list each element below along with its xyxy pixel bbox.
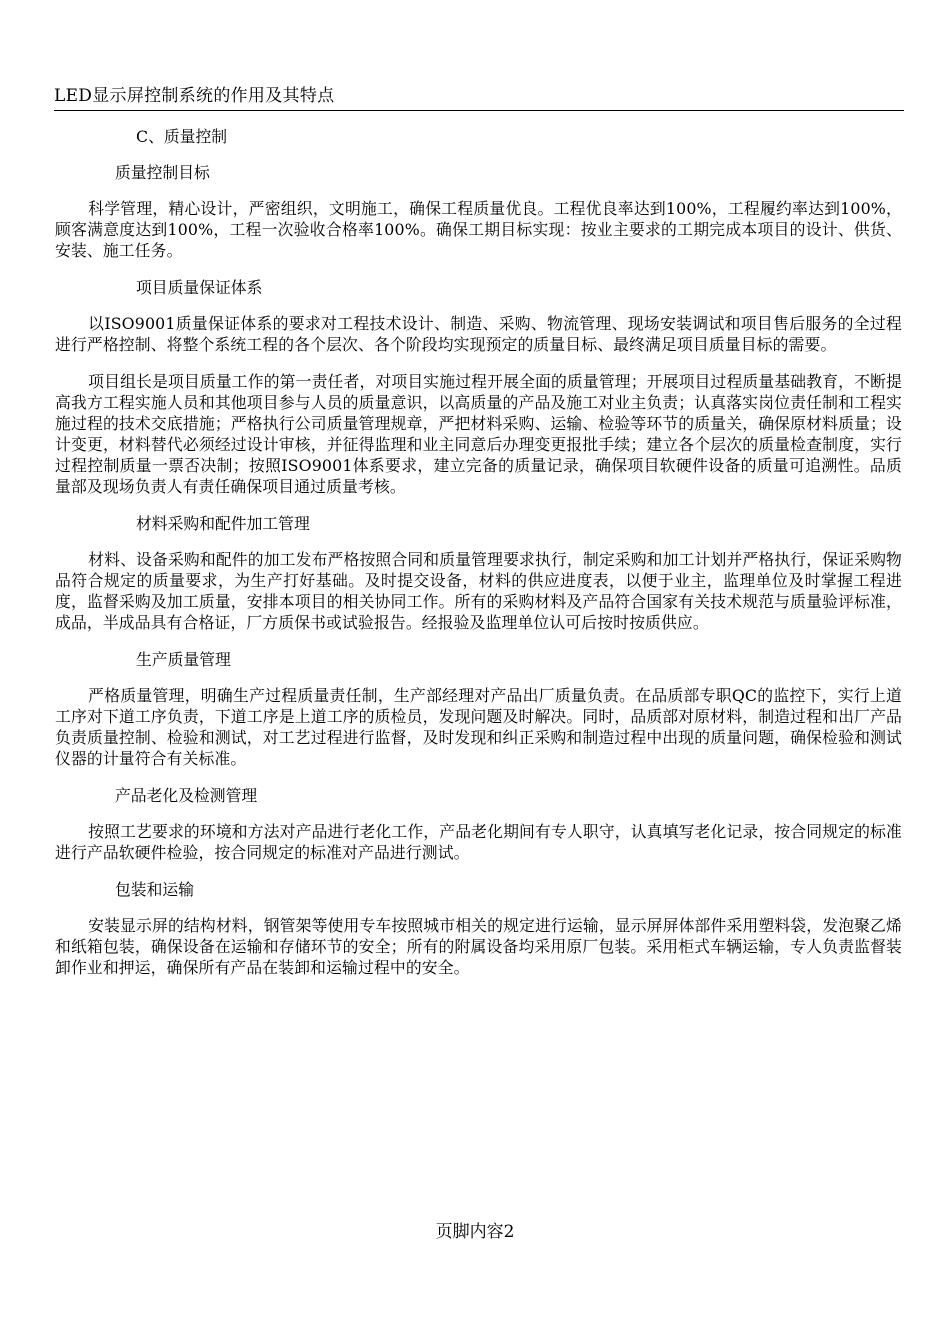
paragraph-quality-system-2: 项目组长是项目质量工作的第一责任者，对项目实施过程开展全面的质量管理；开展项目过程质量基础教育，不断提高我方工程实施人员和其他项目参与人员的质量意识，以高质量的产品及施工对业主负责；认真落实岗位责任制和工程实施过程的技术交底措施；严格执行公司质量管理规章，严把材料采购、运输、检验等环节的质量关，确保原材料质量；设计变更，材料替代必须经过设计审核，并征得监理和业主同意后办理变更报批手续；建立各个层次的质量检查制度，实行过程控制质量一票否决制；按照ISO9001体系要求，建立完备的质量记录，确保项目软硬件设备的质量可追溯性。品质量部及现场负责人有责任确保项目通过质量考核。 bbox=[55, 372, 902, 496]
document-header-title: LED显示屏控制系统的作用及其特点 bbox=[54, 86, 335, 106]
subheading-production-quality: 生产质量管理 bbox=[136, 650, 231, 669]
document-body bbox=[55, 126, 902, 994]
section-heading-quality-control: C、质量控制 bbox=[136, 127, 228, 146]
paragraph-production-quality: 严格质量管理，明确生产过程质量责任制，生产部经理对产品出厂质量负责。在品质部专职QC的监控下，实行上道工序对下道工序负责，下道工序是上道工序的质检员，发现问题及时解决。同时，品质部对原材料，制造过程和出厂产品负责质量控制、检验和测试，对工艺过程进行监督，及时发现和纠正采购和制造过程中出现的质量问题，确保检验和测试仪器的计量符合有关标准。 bbox=[55, 686, 902, 768]
header-divider bbox=[54, 110, 904, 111]
subheading-aging-testing: 产品老化及检测管理 bbox=[115, 786, 258, 805]
subheading-packing-transport: 包装和运输 bbox=[115, 880, 194, 899]
paragraph-packing-transport: 安装显示屏的结构材料，钢管架等使用专车按照城市相关的规定进行运输，显示屏屏体部件采用塑料袋，发泡聚乙烯和纸箱包装，确保设备在运输和存储环节的安全；所有的附属设备均采用原厂包装。采用柜式车辆运输，专人负责监督装卸作业和押运，确保所有产品在装卸和运输过程中的安全。 bbox=[55, 916, 902, 977]
paragraph-material-procurement: 材料、设备采购和配件的加工发布严格按照合同和质量管理要求执行，制定采购和加工计划并严格执行，保证采购物品符合规定的质量要求，为生产打好基础。及时提交设备，材料的供应进度表，以便于业主，监理单位及时掌握工程进度，监督采购及加工质量，安排本项目的相关协同工作。所有的采购材料及产品符合国家有关技术规范与质量验评标准，成品，半成品具有合格证，厂方质保书或试验报告。经报验及监理单位认可后按时按质供应。 bbox=[55, 550, 902, 632]
subheading-material-procurement: 材料采购和配件加工管理 bbox=[136, 514, 310, 533]
subheading-quality-system: 项目质量保证体系 bbox=[136, 278, 263, 297]
page-footer: 页脚内容2 bbox=[435, 1222, 515, 1242]
paragraph-quality-goal: 科学管理，精心设计，严密组织，文明施工，确保工程质量优良。工程优良率达到100%，工程履约率达到100%，顾客满意度达到100%，工程一次验收合格率100%。确保工期目标实现：按业主要求的工期完成本项目的设计、供货、安装、施工任务。 bbox=[55, 199, 902, 260]
subheading-quality-goal: 质量控制目标 bbox=[115, 163, 210, 182]
paragraph-aging-testing: 按照工艺要求的环境和方法对产品进行老化工作，产品老化期间有专人职守，认真填写老化记录，按合同规定的标准进行产品软硬件检验，按合同规定的标准对产品进行测试。 bbox=[55, 822, 902, 862]
paragraph-quality-system-1: 以ISO9001质量保证体系的要求对工程技术设计、制造、采购、物流管理、现场安装调试和项目售后服务的全过程进行严格控制、将整个系统工程的各个层次、各个阶段均实现预定的质量目标、最终满足项目质量目标的需要。 bbox=[55, 314, 902, 354]
